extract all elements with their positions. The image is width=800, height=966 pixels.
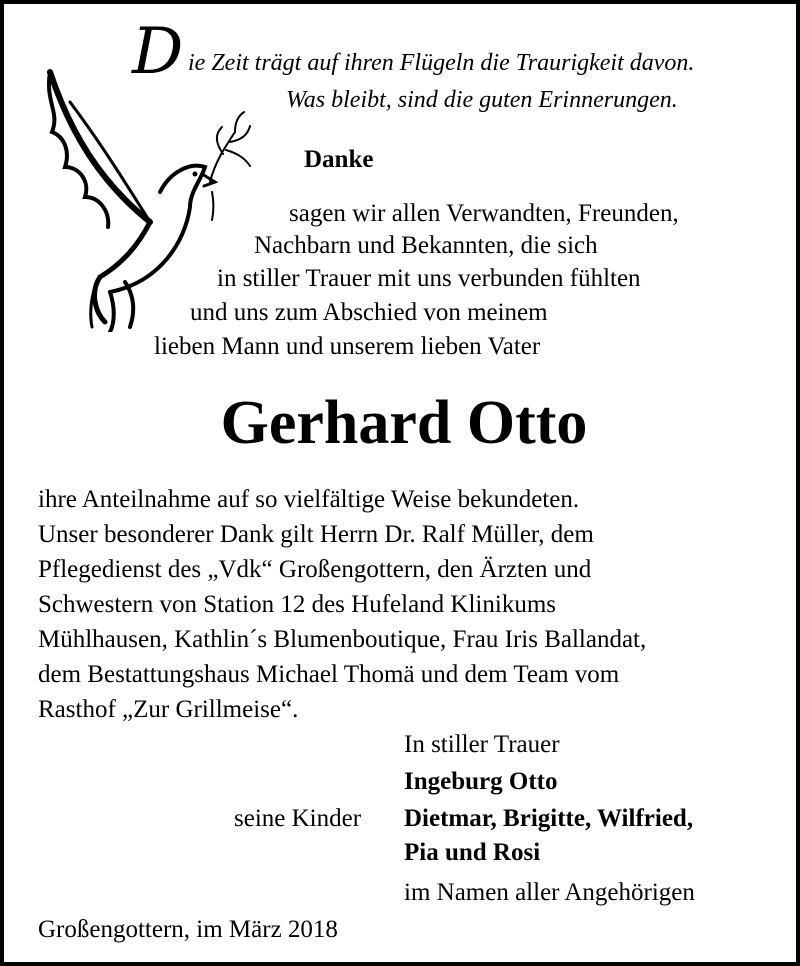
children-label: seine Kinder bbox=[234, 805, 362, 832]
body-line: Mühlhausen, Kathlin´s Blumenboutique, Frau Iris Ballandat, bbox=[38, 626, 647, 653]
intro-line: und uns zum Abschied von meinem bbox=[190, 299, 548, 326]
intro-line: sagen wir allen Verwandten, Freunden, bbox=[289, 200, 679, 227]
intro-line: lieben Mann und unserem lieben Vater bbox=[154, 333, 541, 360]
body-line: Rasthof „Zur Grillmeise“. bbox=[38, 696, 299, 723]
mourning-label: In stiller Trauer bbox=[404, 731, 560, 758]
place-date: Großengottern, im März 2018 bbox=[38, 916, 338, 943]
body-line: dem Bestattungshaus Michael Thomä und dem Team vom bbox=[38, 661, 620, 688]
children-names-2: Pia und Rosi bbox=[404, 839, 541, 866]
spouse-name: Ingeburg Otto bbox=[404, 768, 558, 795]
deceased-name: Gerhard Otto bbox=[220, 389, 588, 457]
intro-line: Nachbarn und Bekannten, die sich bbox=[254, 232, 598, 259]
intro-line: in stiller Trauer mit uns verbunden fühlten bbox=[217, 265, 641, 292]
body-line: Schwestern von Station 12 des Hufeland Klinikums bbox=[38, 591, 556, 618]
motto-line-1: ie Zeit trägt auf ihren Flügeln die Traurigkeit davon. bbox=[188, 50, 695, 76]
motto-line-2: Was bleibt, sind die guten Erinnerungen. bbox=[286, 87, 678, 113]
body-line: Unser besonderer Dank gilt Herrn Dr. Ralf Müller, dem bbox=[38, 521, 594, 548]
body-line: Pflegedienst des „Vdk“ Großengottern, den Ärzten und bbox=[38, 556, 592, 583]
thanks-heading: Danke bbox=[304, 146, 374, 173]
decorative-initial: D bbox=[132, 15, 184, 89]
body-line: ihre Anteilnahme auf so vielfältige Weise bekundeten. bbox=[38, 486, 580, 513]
children-names-1: Dietmar, Brigitte, Wilfried, bbox=[404, 805, 694, 832]
relatives-line: im Namen aller Angehörigen bbox=[404, 879, 695, 906]
